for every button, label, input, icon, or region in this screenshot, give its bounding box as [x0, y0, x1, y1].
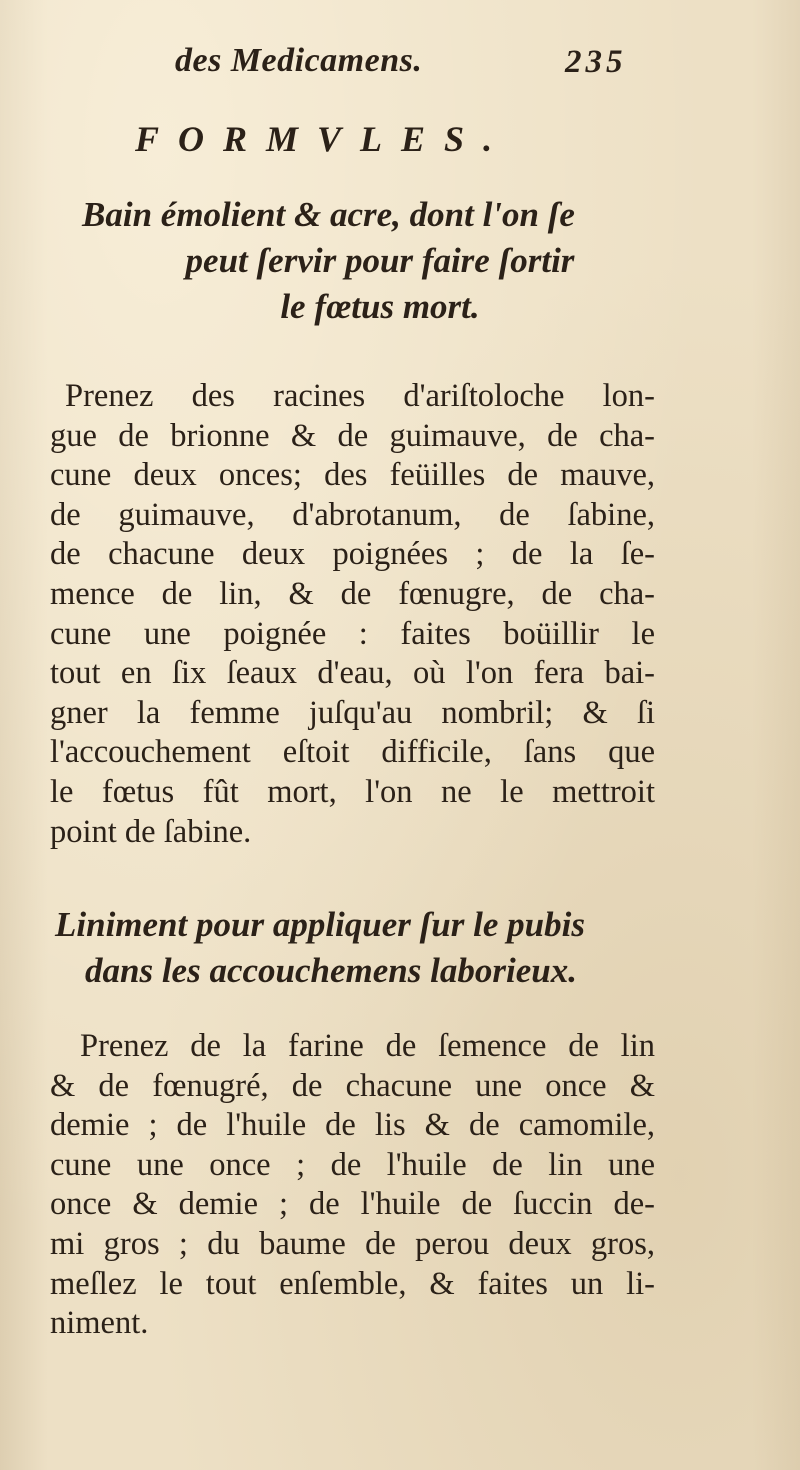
heading-line: peut ſervir pour faire ſortir: [185, 241, 575, 280]
text-line: de guimauve, d'abrotanum, de ſabine,: [50, 496, 655, 533]
text-line: gue de brionne & de guimauve, de cha-: [50, 417, 655, 454]
page-number: 235: [565, 44, 627, 80]
heading-line: Liniment pour appliquer ſur le pubis: [55, 905, 585, 944]
heading-line: le fœtus mort.: [280, 287, 480, 326]
text-line: meſlez le tout enſemble, & faites un li-: [50, 1265, 655, 1302]
text-line: point de ſabine.: [50, 813, 252, 850]
text-line: niment.: [50, 1305, 149, 1342]
text-line: mence de lin, & de fœnugre, de cha-: [50, 575, 655, 612]
running-head: [0, 42, 800, 92]
text-line: gner la femme juſqu'au nombril; & ſi: [50, 694, 655, 731]
recipe-body: [50, 377, 655, 852]
heading-line: dans les accouchemens laborieux.: [85, 951, 577, 990]
recipe-body: [50, 1027, 655, 1344]
running-title: des Medicamens.: [175, 42, 423, 79]
recipe-heading: [55, 902, 675, 994]
heading-line: Bain émolient & acre, dont l'on ſe: [82, 195, 575, 234]
text-line: de chacune deux poignées ; de la ſe-: [50, 536, 655, 573]
text-line: demie ; de l'huile de lis & de camomile,: [50, 1107, 655, 1144]
text-line: mi gros ; du baume de perou deux gros,: [50, 1225, 655, 1262]
text-line: cune une once ; de l'huile de lin une: [50, 1146, 655, 1183]
text-line: once & demie ; de l'huile de ſuccin de-: [50, 1186, 655, 1223]
text-line: Prenez des racines d'ariſtoloche lon-: [65, 378, 655, 414]
text-line: Prenez de la farine de ſemence de lin: [80, 1028, 655, 1064]
text-line: tout en ſix ſeaux d'eau, où l'on fera bai-: [50, 655, 655, 692]
section-title: FORMVLES.: [135, 119, 512, 159]
text-line: cune une poignée : faites boüillir le: [50, 615, 655, 652]
text-line: l'accouchement eſtoit difficile, ſans que: [50, 734, 655, 771]
recipe-heading: [80, 192, 680, 330]
text-line: & de fœnugré, de chacune une once &: [50, 1067, 655, 1104]
text-line: cune deux onces; des feüilles de mauve,: [50, 457, 655, 494]
text-line: le fœtus fût mort, l'on ne le mettroit: [50, 773, 655, 810]
